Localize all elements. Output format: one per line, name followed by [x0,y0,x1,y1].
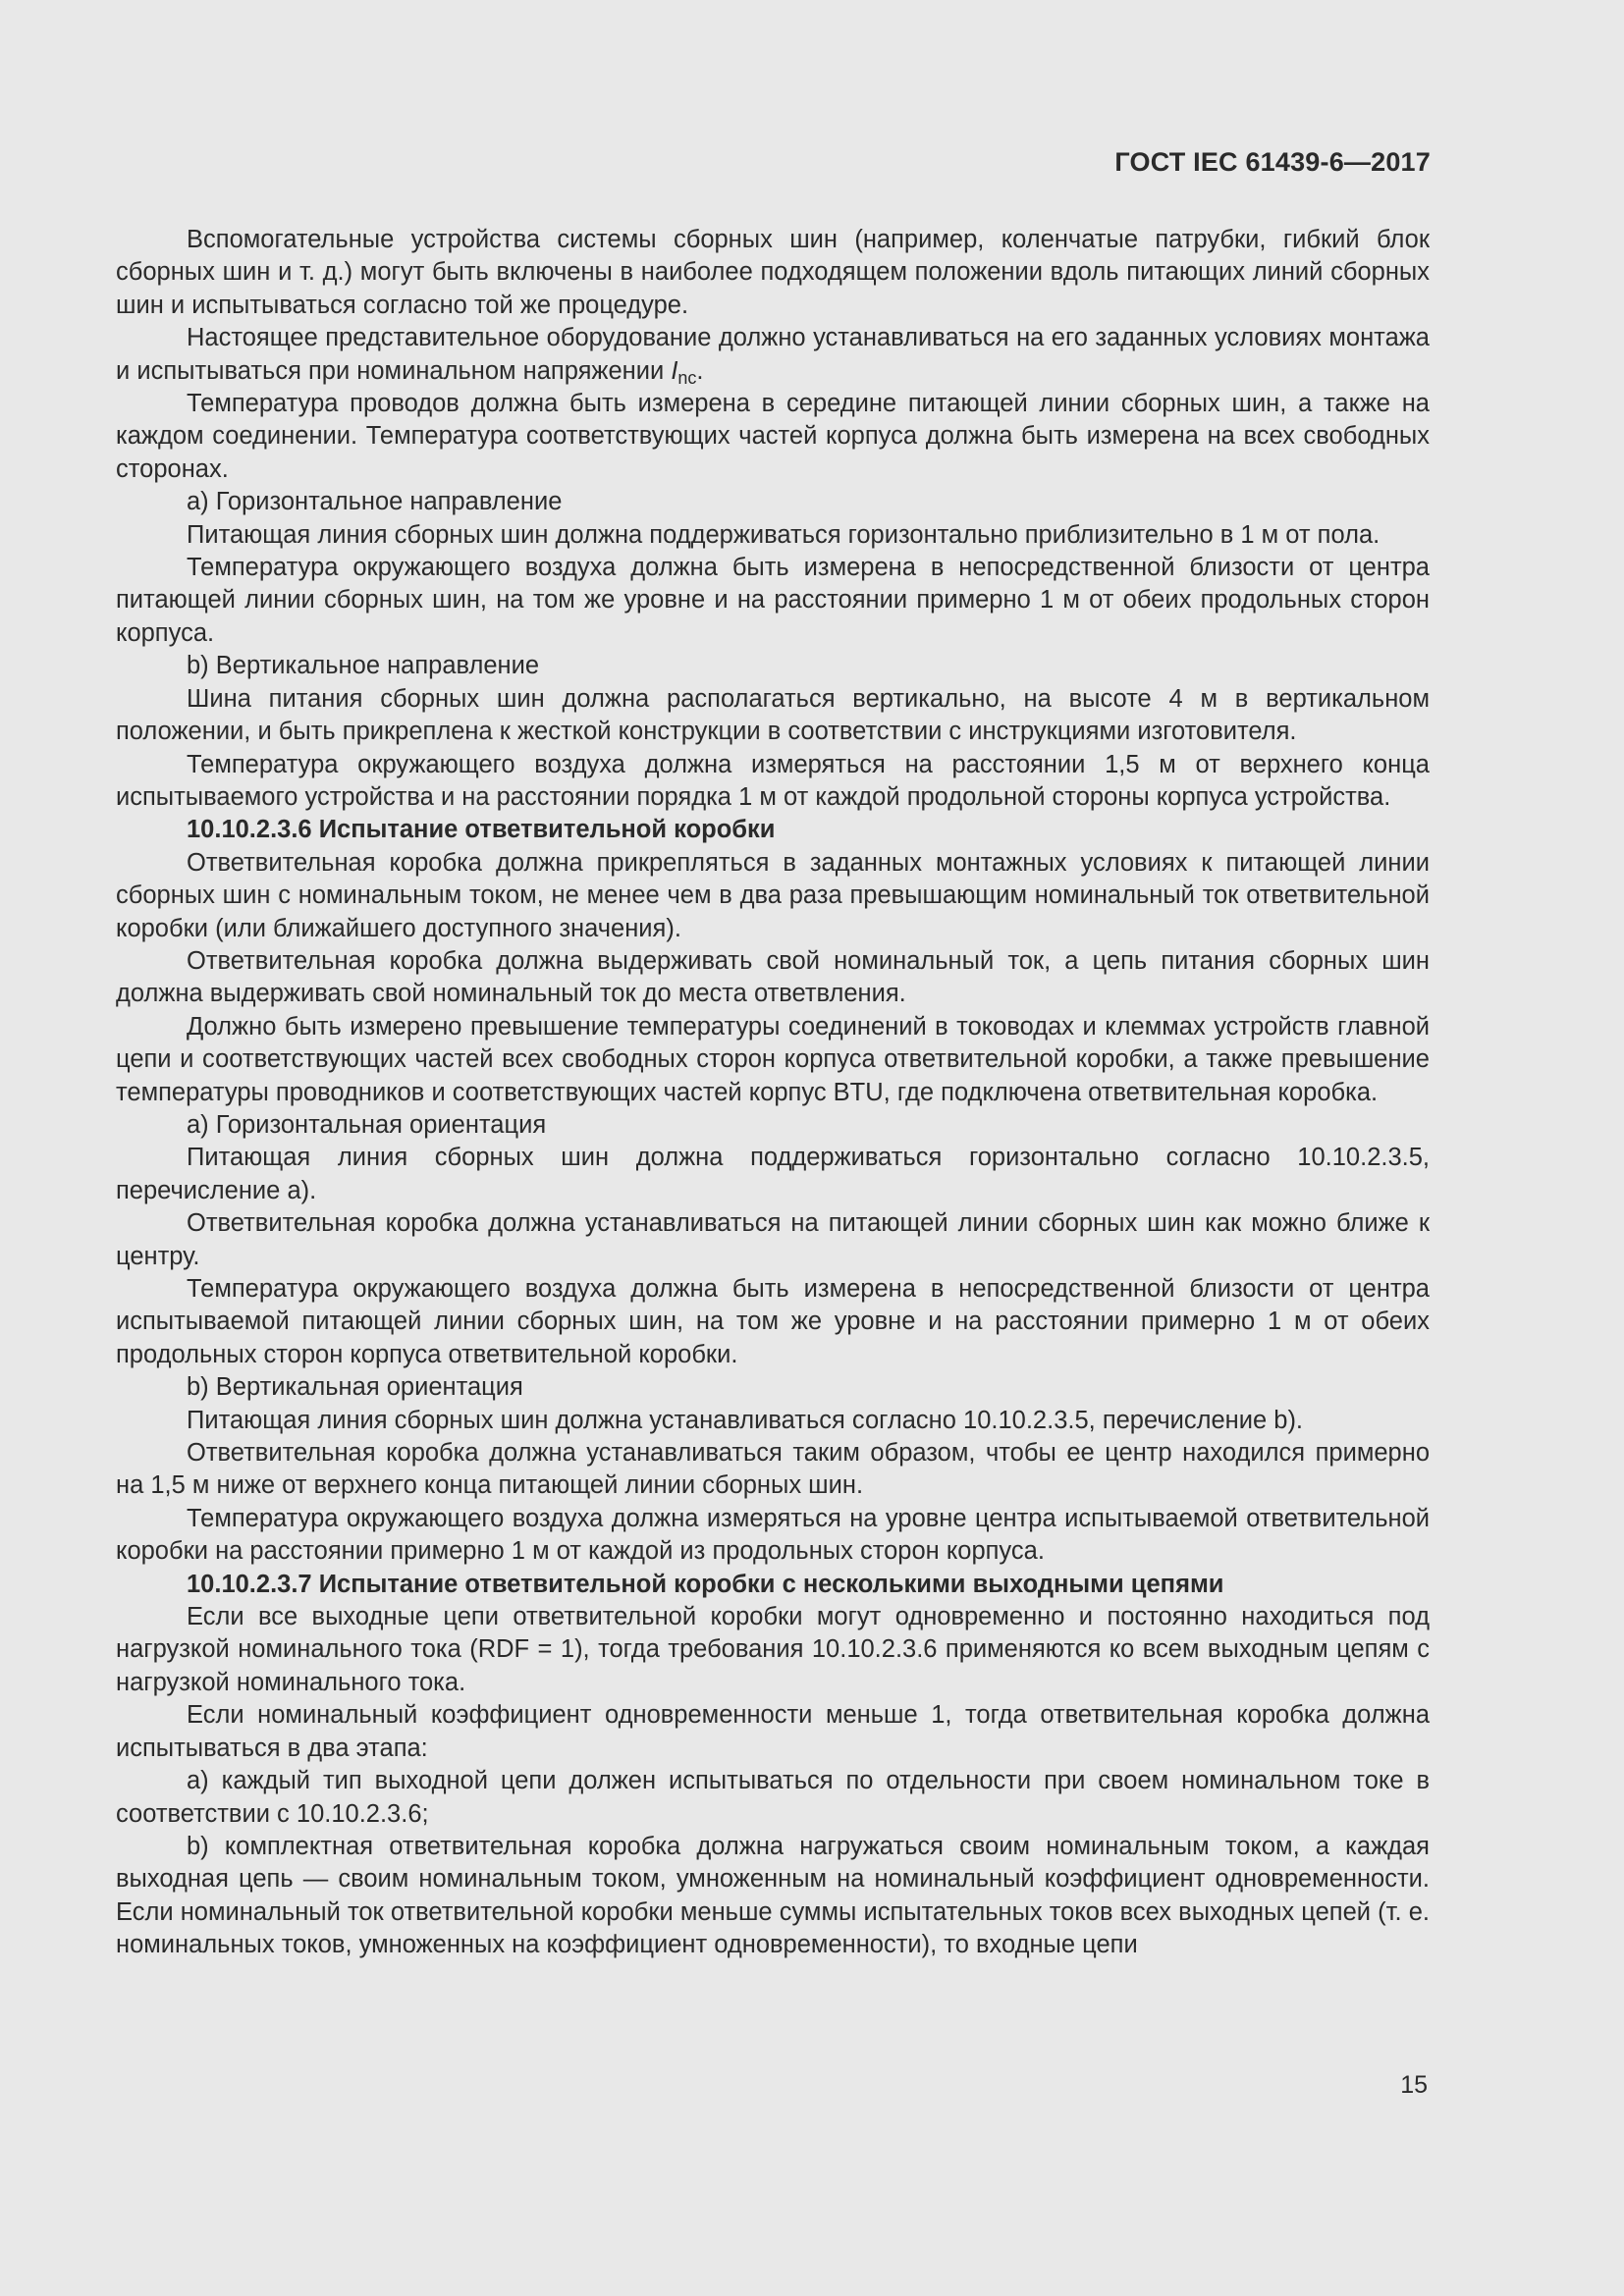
paragraph: Температура окружающего воздуха должна измеряться на уровне центра испытываемой ответвительной коробки на расстоянии примерно 1 м от каждой из продольных сторон корпуса. [116,1504,1430,1566]
paragraph: Ответвительная коробка должна устанавливаться таким образом, чтобы ее центр находился примерно на 1,5 м ниже от верхнего конца питающей линии сборных шин. [116,1439,1430,1500]
list-item: а) Горизонтальная ориентация [187,1110,547,1139]
paragraph: Если все выходные цепи ответвительной коробки могут одновременно и постоянно находиться под нагрузкой номинального тока (RDF = 1), тогда требования 10.10.2.3.6 применяются ко всем выходным цепям с нагрузкой номинального тока. [116,1603,1430,1696]
paragraph: Ответвительная коробка должна прикрепляться в заданных монтажных условиях к питающей линии сборных шин с номинальным током, не менее чем в два раза превышающим номинальный ток ответвительной коробки (или ближайшего доступного значения). [116,848,1430,942]
sentence-end: . [696,356,704,385]
paragraph: Температура окружающего воздуха должна измеряться на расстоянии 1,5 м от верхнего конца испытываемого устройства и на расстоянии порядка 1 м от каждой продольной стороны корпуса устройства. [116,750,1430,811]
paragraph: Питающая линия сборных шин должна поддерживаться горизонтально согласно 10.10.2.3.5, перечисление а). [116,1144,1430,1204]
paragraph: Вспомогательные устройства системы сборных шин (например, коленчатые патрубки, гибкий блок сборных шин и т. д.) могут быть включены в наиболее подходящем положении вдоль питающих линий сборных шин и испытываться согласно той же процедуре. [116,226,1430,319]
page-number: 15 [1400,2071,1428,2099]
paragraph: Питающая линия сборных шин должна устанавливаться согласно 10.10.2.3.5, перечисление b). [187,1406,1304,1434]
paragraph: Если номинальный коэффициент одновременности меньше 1, тогда ответвительная коробка должна испытываться в два этапа: [116,1701,1430,1762]
list-item: b) комплектная ответвительная коробка должна нагружаться своим номинальным током, а каждая выходная цепь — своим номинальным током, умноженным на номинальный коэффициент одновременности. Если номинальный ток ответвительной коробки меньше суммы испытательных токов всех выходных цепей (т. е. номинальных токов, умноженных на коэффициент одновременности), то входные цепи [116,1832,1430,1959]
list-item: b) Вертикальное направление [187,652,540,680]
section-heading: 10.10.2.3.6 Испытание ответвительной коробки [187,816,776,844]
paragraph-rated-current [116,322,1430,388]
paragraph: Температура окружающего воздуха должна быть измерена в непосредственной близости от центра питающей линии сборных шин, на том же уровне и на расстоянии примерно 1 м от обеих продольных сторон корпуса. [116,554,1430,647]
paragraph: Ответвительная коробка должна выдерживать свой номинальный ток, а цепь питания сборных шин должна выдерживать свой номинальный ток до места ответвления. [116,946,1430,1008]
section-heading: 10.10.2.3.7 Испытание ответвительной коробки с несколькими выходными цепями [187,1570,1224,1598]
paragraph: Температура окружающего воздуха должна быть измерена в непосредственной близости от центра испытываемой питающей линии сборных шин, на том же уровне и на расстоянии примерно 1 м от обеих продольных сторон корпуса ответвительной коробки. [116,1275,1430,1368]
document-body [116,224,1430,1962]
paragraph: Должно быть измерено превышение температуры соединений в тоководах и клеммах устройств главной цепи и соответствующих частей всех свободных сторон корпуса ответвительной коробки, а также превышение температуры проводников и соответствующих частей корпус BTU, где подключена ответвительная коробка. [116,1012,1430,1106]
paragraph: Шина питания сборных шин должна располагаться вертикально, на высоте 4 м в вертикальном положении, и быть прикреплена к жесткой конструкции в соответствии с инструкциями изготовителя. [116,684,1430,746]
list-item: а) Горизонтальное направление [187,488,563,516]
paragraph: Питающая линия сборных шин должна поддерживаться горизонтально приблизительно в 1 м от пола. [187,520,1380,549]
document-header: ГОСТ IEC 61439-6—2017 [1114,147,1431,177]
current-subscript: nc [677,367,697,388]
current-symbol: I [671,356,678,385]
paragraph-text: Настоящее представительное оборудование должно устанавливаться на его заданных условиях монтажа и испытываться при номинальном напряжении [116,324,1430,385]
list-item: а) каждый тип выходной цепи должен испытываться по отдельности при своем номинальном токе в соответствии с 10.10.2.3.6; [116,1767,1430,1828]
paragraph: Ответвительная коробка должна устанавливаться на питающей линии сборных шин как можно ближе к центру. [116,1209,1430,1270]
paragraph: Температура проводов должна быть измерена в середине питающей линии сборных шин, а также на каждом соединении. Температура соответствующих частей корпуса должна быть измерена на всех свободных сторонах. [116,390,1430,483]
list-item: b) Вертикальная ориентация [187,1373,523,1402]
